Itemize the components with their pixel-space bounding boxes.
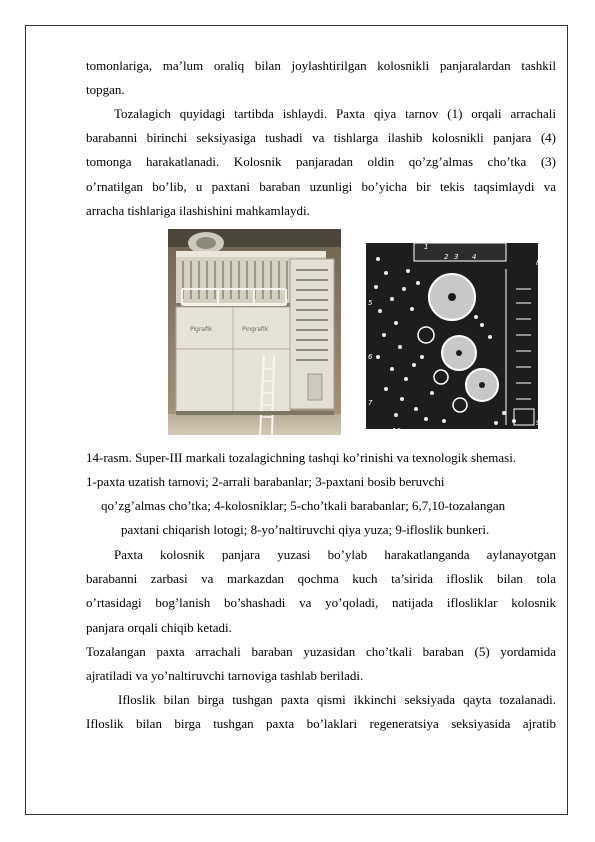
text-line: tomonga harakatlanadi. Kolosnik panjaradan oldin qo’zg’almas cho’tka (3)	[86, 154, 556, 170]
text-line: ajratiladi va yo’naltiruvchi tarnoviga tashlab beriladi.	[86, 668, 364, 684]
text-line: Ifloslik bilan birga tushgan paxta qismi ikkinchi seksiyada qayta tozalanadi.	[118, 692, 556, 707]
schema-diagram	[356, 239, 547, 435]
photo-label-right: Pingrafik	[242, 326, 269, 333]
paragraph-5	[86, 688, 556, 736]
schema-label-10: 10	[392, 427, 401, 435]
saw-drum	[466, 369, 498, 401]
text-line: barabanni birinchi seksiyasiga tushadi va tishlarga ilashib kolosnikli panjara (4)	[86, 130, 556, 146]
schema-label-3: 3	[454, 253, 459, 261]
schema-label-7: 7	[368, 399, 373, 407]
saw-drum	[429, 274, 475, 320]
paragraph-3	[86, 543, 556, 640]
schema-label-8: 8	[536, 259, 541, 267]
photo-label-left: Pigrafik	[190, 326, 213, 333]
schema-label-5: 5	[368, 299, 373, 307]
text-line: o’rtasidagi bog’lanish bo’shashadi va yo’qoladi, natijada iflosliklar kolosnik	[86, 595, 556, 611]
schema-label-4: 4	[472, 253, 477, 261]
machine-photo	[168, 229, 341, 435]
schema-label-1: 1	[424, 243, 429, 251]
paragraph-1	[86, 54, 556, 102]
text-line: panjara orqali chiqib ketadi.	[86, 619, 232, 635]
text-line: barabanni zarbasi va markazdan qochma kuch ta’sirida ifloslik bilan tola	[86, 571, 556, 587]
text-line: Ifloslik bilan birga tushgan paxta bo’laklari regeneratsiya seksiyasida ajratib	[86, 716, 556, 732]
text-line: tomonlariga, ma’lum oraliq bilan joylashtirilgan kolosnikli panjaralardan tashkil	[86, 58, 556, 73]
schema-label-6: 6	[368, 353, 373, 361]
schema-label-2: 2	[444, 253, 449, 261]
text-line: Paxta kolosnik panjara yuzasi bo’ylab harakatlanganda aylanayotgan	[114, 547, 556, 562]
text-line: Tozalagich quyidagi tartibda ishlaydi. Paxta qiya tarnov (1) orqali arrachali	[114, 106, 556, 121]
paragraph-4	[86, 640, 556, 688]
saw-drum	[442, 336, 476, 370]
text-line: Tozalangan paxta arrachali baraban yuzasidan cho’tkali baraban (5) yordamida	[86, 644, 556, 659]
figure-caption-line: paxtani chiqarish lotogi; 8-yo’naltiruvchi qiya yuza; 9-ifloslik bunkeri.	[121, 522, 490, 537]
figure-caption-line: 1-paxta uzatish tarnovi; 2-arrali barabanlar; 3-paxtani bosib beruvchi	[86, 474, 445, 489]
paragraph-2	[86, 102, 556, 223]
figure-caption-title: 14-rasm. Super-III markali tozalagichning tashqi ko’rinishi va texnologik shemasi.	[86, 450, 517, 465]
text-line: arracha tishlariga ilashishini mahkamlaydi.	[86, 202, 310, 218]
figure-caption-line: qo’zg’almas cho’tka; 4-kolosniklar; 5-cho’tkali barabanlar; 6,7,10-tozalangan	[101, 498, 506, 513]
text-line: topgan.	[86, 82, 125, 98]
technological-schema	[356, 239, 547, 435]
machine-photo-image	[168, 229, 341, 435]
schema-label-9: 9	[536, 419, 541, 427]
text-line: o’rnatilgan bo’lib, u paxtani baraban uzunligi bo’yicha bir tekis taqsimlaydi va	[86, 178, 556, 194]
